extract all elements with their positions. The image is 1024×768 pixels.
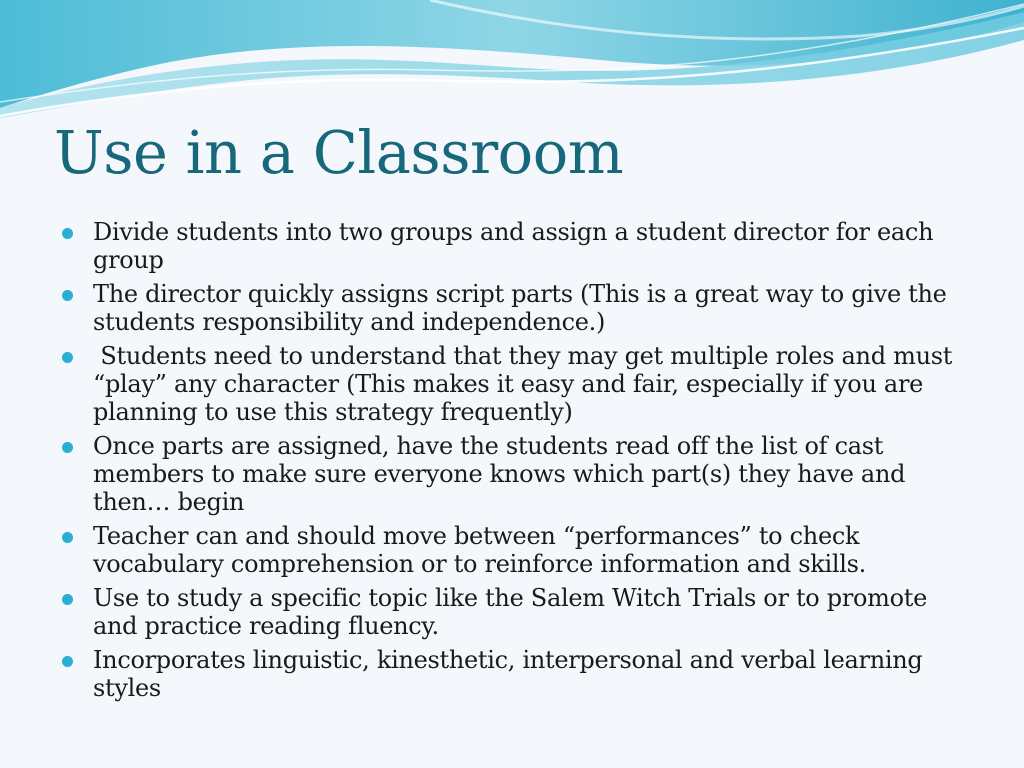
- bullet-list: [60, 218, 960, 708]
- bullet-text: Students need to understand that they may get multiple roles and must “play” any character (This makes it easy and fair, especially if you are planning to use this strategy frequently): [93, 342, 960, 426]
- bullet-item: [60, 584, 960, 640]
- bullet-item: [60, 432, 960, 516]
- bullet-dot-icon: [62, 594, 73, 605]
- bullet-text: The director quickly assigns script parts (This is a great way to give the students responsibility and independence.): [93, 280, 954, 336]
- bullet-dot-icon: [62, 290, 73, 301]
- bullet-text: Divide students into two groups and assign a student director for each group: [93, 218, 941, 274]
- header-wave-decoration: [0, 0, 1024, 130]
- bullet-item: [60, 218, 960, 274]
- bullet-item: [60, 342, 960, 426]
- bullet-dot-icon: [62, 442, 73, 453]
- bullet-item: [60, 646, 960, 702]
- bullet-dot-icon: [62, 656, 73, 667]
- slide-title: Use in a Classroom: [54, 118, 624, 187]
- bullet-item: [60, 280, 960, 336]
- bullet-text: Teacher can and should move between “performances” to check vocabulary comprehension or to reinforce information and skills.: [93, 522, 867, 578]
- bullet-item: [60, 522, 960, 578]
- bullet-text: Once parts are assigned, have the students read off the list of cast members to make sure everyone knows which part(s) they have and then… begin: [93, 432, 913, 516]
- bullet-text: Use to study a specific topic like the Salem Witch Trials or to promote and practice reading fluency.: [93, 584, 935, 640]
- bullet-dot-icon: [62, 532, 73, 543]
- bullet-text: Incorporates linguistic, kinesthetic, interpersonal and verbal learning styles: [93, 646, 930, 702]
- bullet-dot-icon: [62, 228, 73, 239]
- bullet-dot-icon: [62, 352, 73, 363]
